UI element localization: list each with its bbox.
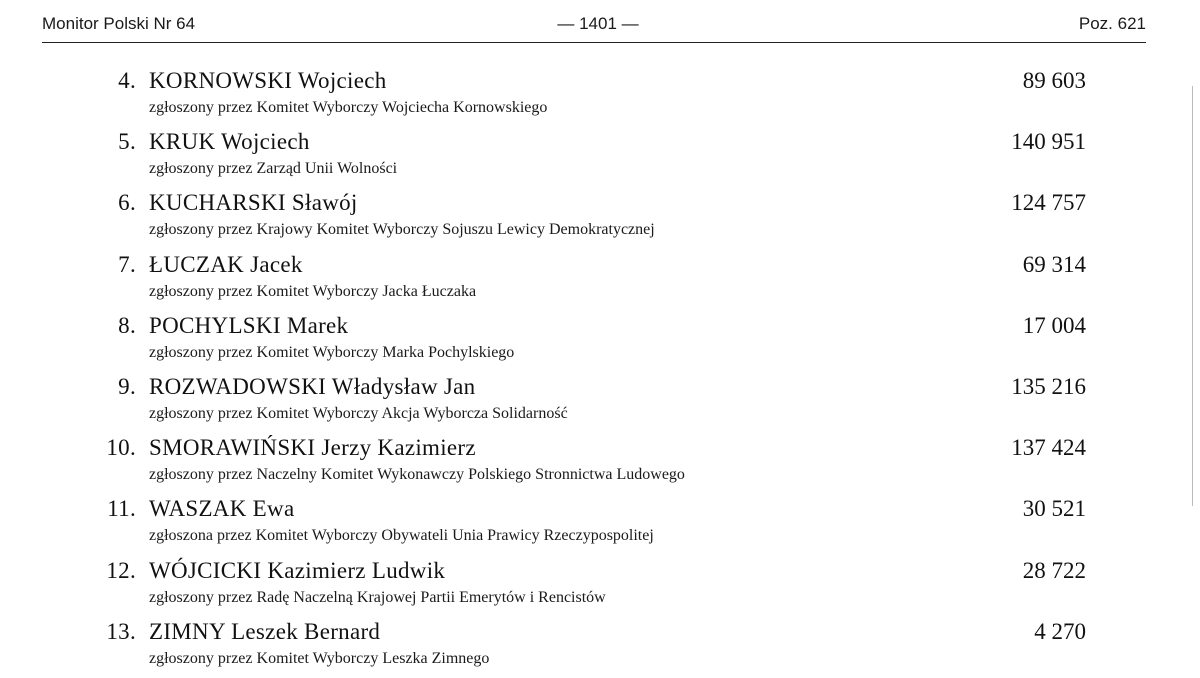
nominated-by: zgłoszony przez Krajowy Komitet Wyborczy Sojuszu Lewicy Demokratycznej — [149, 221, 655, 239]
candidate-name: ŁUCZAK Jacek — [149, 251, 303, 277]
nominated-by: zgłoszony przez Komitet Wyborczy Jacka Łuczaka — [149, 282, 477, 300]
candidate-entry — [0, 494, 1200, 555]
nominated-by: zgłoszony przez Komitet Wyborczy Marka Pochylskiego — [149, 343, 515, 361]
nominated-by: zgłoszony przez Radę Naczelną Krajowej Partii Emerytów i Rencistów — [149, 588, 606, 606]
page-header — [42, 14, 1146, 38]
candidate-name: KRUK Wojciech — [149, 129, 310, 155]
candidate-number: 10. — [106, 435, 136, 461]
candidate-name: ROZWADOWSKI Władysław Jan — [149, 373, 476, 399]
candidate-entry — [0, 250, 1200, 311]
candidate-name: ZIMNY Leszek Bernard — [149, 618, 381, 644]
vote-count: 135 216 — [1011, 373, 1086, 399]
header-rule — [42, 42, 1146, 43]
candidate-name: WASZAK Ewa — [149, 496, 295, 522]
candidate-entry — [0, 188, 1200, 249]
candidate-entry — [0, 127, 1200, 188]
nominated-by: zgłoszony przez Zarząd Unii Wolności — [149, 160, 398, 178]
candidate-number: 12. — [106, 557, 136, 583]
candidate-name: KUCHARSKI Sławój — [149, 190, 358, 216]
candidate-entry — [0, 617, 1200, 678]
vote-count: 89 603 — [1022, 68, 1086, 93]
candidate-name: POCHYLSKI Marek — [149, 312, 349, 338]
vote-count: 17 004 — [1022, 312, 1086, 338]
vote-count: 69 314 — [1022, 251, 1086, 277]
vote-count: 140 951 — [1011, 129, 1086, 155]
candidate-entry — [0, 556, 1200, 617]
page-number: — 1401 — — [557, 14, 639, 33]
candidate-number: 4. — [118, 68, 136, 93]
nominated-by: zgłoszony przez Komitet Wyborczy Akcja Wyborcza Solidarność — [149, 404, 568, 422]
vote-count: 4 270 — [1034, 618, 1086, 644]
vote-count: 30 521 — [1022, 496, 1086, 522]
candidate-name: SMORAWIŃSKI Jerzy Kazimierz — [149, 435, 476, 461]
candidate-entry — [0, 311, 1200, 372]
nominated-by: zgłoszony przez Komitet Wyborczy Leszka Zimnego — [149, 649, 490, 667]
candidate-number: 5. — [118, 129, 136, 155]
candidate-entry — [0, 372, 1200, 433]
vote-count: 28 722 — [1022, 557, 1086, 583]
candidate-number: 9. — [118, 373, 136, 399]
candidate-entry — [0, 433, 1200, 494]
vote-count: 124 757 — [1011, 190, 1086, 216]
candidate-name: WÓJCICKI Kazimierz Ludwik — [149, 557, 446, 583]
candidate-number: 13. — [106, 618, 136, 644]
publication-title: Monitor Polski Nr 64 — [42, 14, 196, 33]
candidate-list — [0, 66, 1200, 678]
nominated-by: zgłoszony przez Naczelny Komitet Wykonawczy Polskiego Stronnictwa Ludowego — [149, 466, 685, 484]
position-number: Poz. 621 — [1078, 14, 1146, 33]
candidate-number: 6. — [118, 190, 136, 216]
candidate-entry — [0, 66, 1200, 127]
nominated-by: zgłoszony przez Komitet Wyborczy Wojciecha Kornowskiego — [149, 99, 548, 116]
candidate-number: 11. — [107, 496, 136, 522]
candidate-number: 8. — [118, 312, 136, 338]
vote-count: 137 424 — [1011, 435, 1086, 461]
candidate-name: KORNOWSKI Wojciech — [149, 68, 387, 93]
candidate-number: 7. — [118, 251, 136, 277]
nominated-by: zgłoszona przez Komitet Wyborczy Obywateli Unia Prawicy Rzeczypospolitej — [149, 527, 654, 545]
